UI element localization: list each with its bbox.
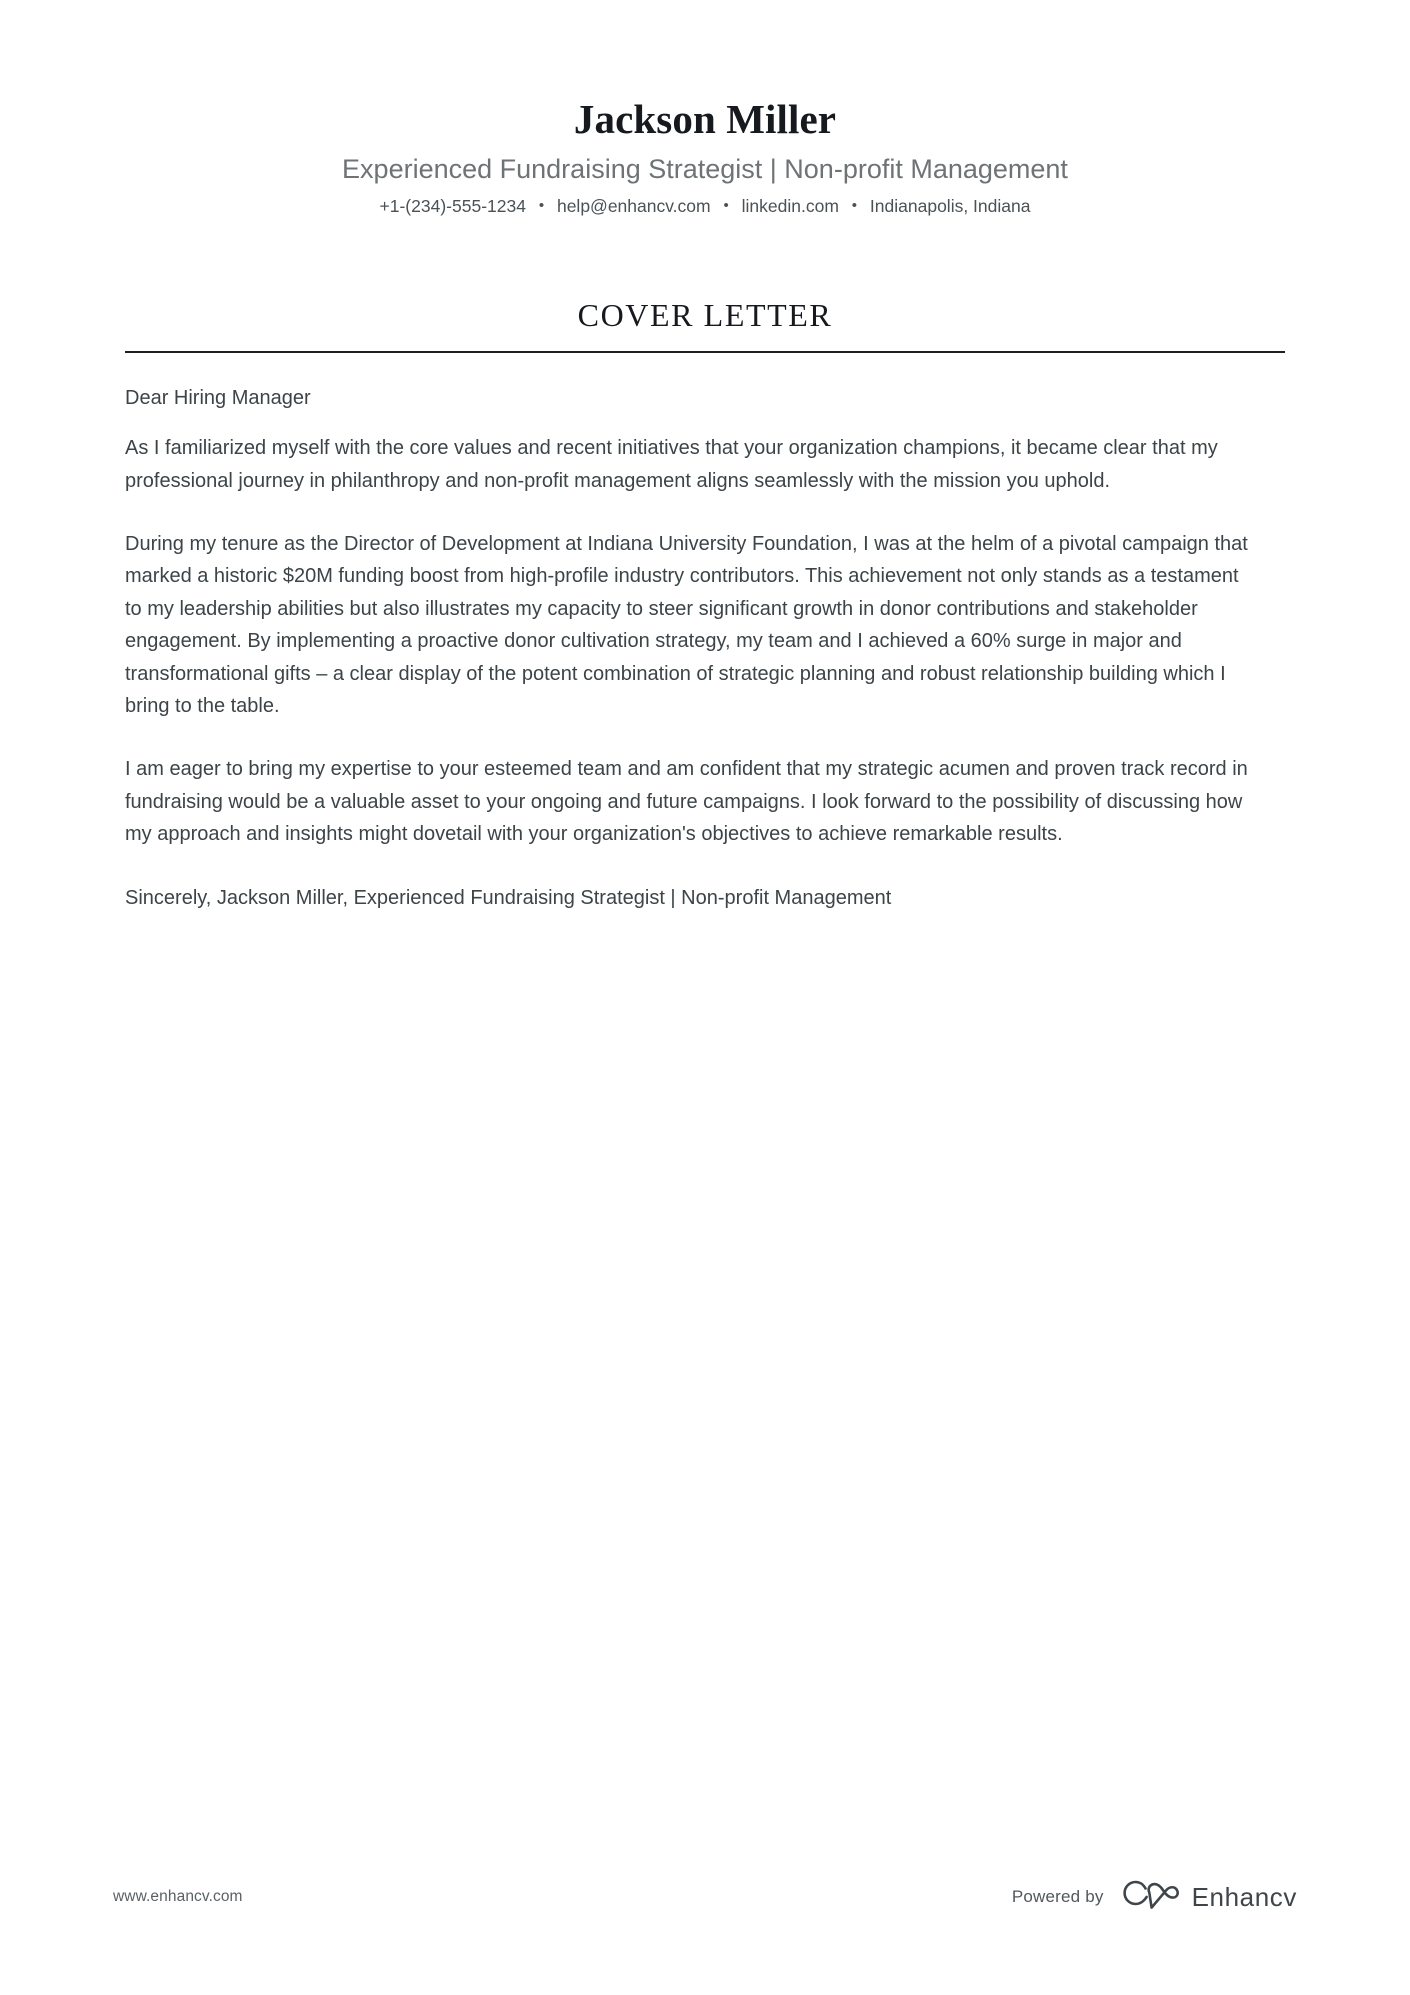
contact-email: help@enhancv.com	[556, 196, 711, 217]
candidate-headline: Experienced Fundraising Strategist | Non-profit Management	[342, 154, 1068, 185]
letter-signoff: Sincerely, Jackson Miller, Experienced Fundraising Strategist | Non-profit Management	[125, 886, 892, 909]
contact-line	[0, 196, 1410, 217]
contact-location: Indianapolis, Indiana	[869, 196, 1031, 217]
salutation: Dear Hiring Manager	[125, 387, 311, 410]
enhancv-infinity-logo-icon	[1122, 1879, 1180, 1916]
footer-brand-block	[1012, 1879, 1297, 1916]
powered-by-label: Powered by	[1011, 1887, 1104, 1906]
section-header	[125, 217, 1285, 353]
letter-paragraph-3: I am eager to bring my expertise to your esteemed team and am confident that my strategic acumen and proven track record in fundraising would be a valuable asset to your ongoing and future campaigns. I look forward to the possibility of discussing how my approach and insights might dovetail with your organization's objectives to achieve remarkable results.	[125, 758, 1248, 846]
contact-separator-icon: •	[723, 197, 729, 215]
footer-website-link[interactable]: www.enhancv.com	[113, 1888, 243, 1905]
section-title-cover-letter: COVER LETTER	[577, 297, 833, 334]
enhancv-logo-lockup[interactable]	[1122, 1879, 1297, 1916]
letter-paragraph-2: During my tenure as the Director of Development at Indiana University Foundation, I was at the helm of a pivotal campaign that marked a historic $20M funding boost from high-profile industry contributors. This achievement not only stands as a testament to my leadership abilities but also illustrates my capacity to steer significant growth in donor contributions and stakeholder engagement. By implementing a proactive donor cultivation strategy, my team and I achieved a 60% surge in major and transformational gifts – a clear display of the potent combination of strategic planning and robust relationship building which I bring to the table.	[125, 533, 1248, 717]
document-header	[0, 0, 1410, 217]
document-footer	[0, 1877, 1410, 1917]
candidate-name: Jackson Miller	[573, 96, 837, 142]
letter-body	[125, 353, 1285, 913]
enhancv-brand-name: Enhancv	[1191, 1881, 1297, 1912]
contact-phone: +1-(234)-555-1234	[379, 196, 526, 217]
contact-separator-icon: •	[851, 197, 858, 215]
contact-linkedin: linkedin.com	[741, 196, 839, 217]
letter-paragraph-1: As I familiarized myself with the core values and recent initiatives that your organization champions, it became clear that my professional journey in philanthropy and non-profit management aligns seamlessly with the mission you uphold.	[125, 437, 1218, 492]
contact-separator-icon: •	[538, 197, 545, 215]
